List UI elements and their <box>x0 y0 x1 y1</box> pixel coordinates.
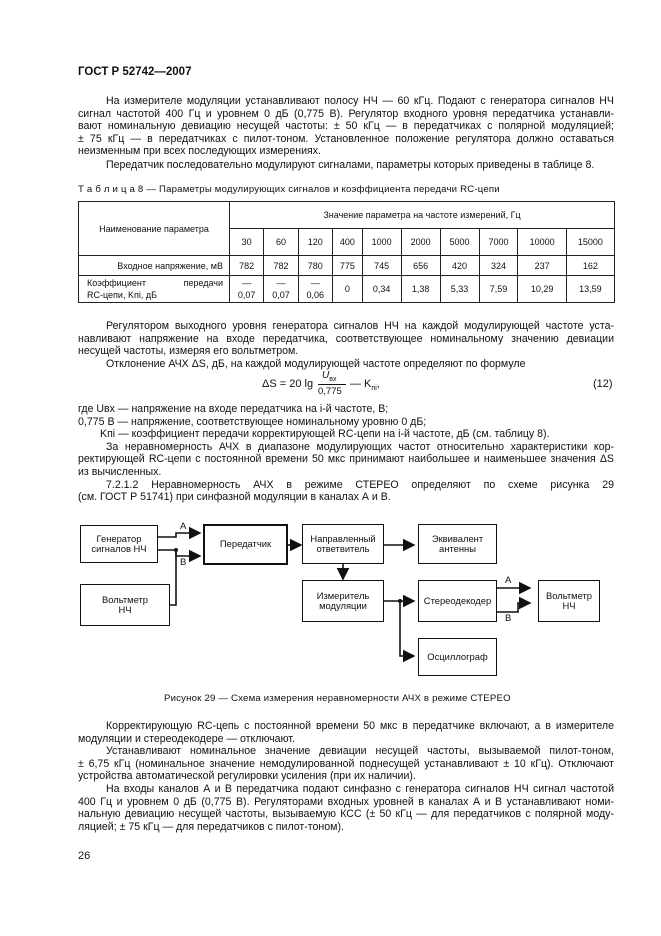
tail-paragraphs <box>78 720 614 833</box>
voltmeter-right-box: Вольтметр НЧ <box>538 580 600 622</box>
row-label-line: RC-цепи, Kпi, дБ <box>87 290 157 300</box>
text-line: Регулятором выходного уровня генератора сигналов НЧ на каждой модулирующей частоте уста- <box>106 320 614 332</box>
generator-box: Генератор сигналов НЧ <box>80 525 158 563</box>
text-line: Kпi — коэффициент передачи корректирующей RC-цепи на i-й частоте, дБ (см. таблицу 8). <box>100 428 550 441</box>
table-cell: 120 <box>298 229 332 256</box>
table-cell: 782 <box>264 256 298 276</box>
page-number: 26 <box>78 850 91 862</box>
table-cell: 30 <box>230 229 264 256</box>
label-b-right: В <box>505 613 512 624</box>
table-cell: 782 <box>230 256 264 276</box>
coupler-box: Направленный ответвитель <box>302 524 384 564</box>
text-line: ± 75 кГц — в передатчиках с пилот-тоном. Установленное положение регулятора должно оставаться <box>78 132 614 145</box>
text-line: из вычисленных. <box>78 465 162 478</box>
text-line: 400 Гц и уровнем 0 дБ (0,775 В). Регуляторами входных уровней в каналах А и В устанавливают номи- <box>78 795 614 808</box>
table-cell: 400 <box>332 229 362 256</box>
formula-number: (12) <box>593 378 613 390</box>
figure-caption: Рисунок 29 — Схема измерения неравномерности АЧХ в режиме СТЕРЕО <box>164 693 511 704</box>
table-header-param: Наименование параметра <box>79 202 230 256</box>
table-header-value: Значение параметра на частоте измерений, Гц <box>230 202 615 229</box>
text-line: 7.2.1.2 Неравномерность АЧХ в режиме СТЕРЕО определяют по схеме рисунка 29 <box>106 478 614 491</box>
transmitter-box: Передатчик <box>203 524 288 565</box>
text-line: Корректирующую RC-цепь с постоянной времени 50 мкс в передатчике включают, а в измерителе <box>106 720 614 732</box>
text-line: ректирующей RC-цепи с постоянной времени 50 мкс принимают наибольшее и наименьшее значения ΔS <box>78 453 614 466</box>
table-caption: Т а б л и ц а 8 — Параметры модулирующих сигналов и коэффициента передачи RC-цепи <box>78 184 500 195</box>
table-cell: 2000 <box>401 229 440 256</box>
table-cell: 5,33 <box>440 276 479 303</box>
stereo-decoder-box: Стереодекодер <box>418 580 497 622</box>
formula-num-sub: вх <box>329 376 337 383</box>
table-cell: 10,29 <box>518 276 566 303</box>
text-line: модуляции и стереодекодере — отключают. <box>78 732 295 745</box>
table-cell: 7000 <box>479 229 518 256</box>
table-cell: — 0,07 <box>230 276 264 303</box>
antenna-box: Эквивалент антенны <box>418 524 497 564</box>
text-line: вают номинальную девиацию несущей частоты: ± 50 кГц — в передатчиках с полярной модуляцией; <box>78 120 614 133</box>
text-line: где Uвх — напряжение на входе передатчика на i-й частоте, В; <box>78 403 389 415</box>
text-line: Отклонение АЧХ ΔS, дБ, на каждой модулирующей частоте определяют по формуле <box>106 357 526 370</box>
document-header: ГОСТ Р 52742—2007 <box>78 66 192 78</box>
table-cell: 60 <box>264 229 298 256</box>
table-cell: 7,59 <box>479 276 518 303</box>
line-gen-transmitter-b <box>158 550 200 556</box>
text-line: За неравномерность АЧХ в диапазоне модулирующих частот относительно характеристики кор- <box>106 440 614 453</box>
table-cell: 775 <box>332 256 362 276</box>
text-line: навливают напряжение на входе передатчика, соответствующее номинальному значению девиации <box>78 332 614 345</box>
voltmeter-left-box: Вольтметр НЧ <box>80 584 170 626</box>
table-row-label: Входное напряжение, мВ <box>79 256 230 276</box>
line-to-oscilloscope <box>400 601 414 656</box>
text-line: На входы каналов А и В передатчика подают синфазно с генератора сигналов НЧ сигнал частотой <box>106 782 614 795</box>
line-voltmeter-left <box>170 550 176 605</box>
modulation-meter-box: Измеритель модуляции <box>302 580 384 622</box>
table-cell: 324 <box>479 256 518 276</box>
formula-rest-text: — K <box>350 378 372 390</box>
formula-lhs: ΔS = 20 lg <box>262 378 314 390</box>
text-line: Передатчик последовательно модулируют сигналами, параметры которых приведены в таблице 8. <box>106 159 595 171</box>
formula-comma: , <box>376 378 380 390</box>
formula-denominator: 0,775 <box>318 386 342 397</box>
junction-dot <box>398 599 402 603</box>
text-line: На измерителе модуляции устанавливают полосу НЧ — 60 кГц. Подают с генератора сигналов НЧ <box>106 95 614 107</box>
table-cell: 1,38 <box>401 276 440 303</box>
text-line: 0,775 В — напряжение, соответствующее номинальному уровню 0 дБ; <box>78 415 427 428</box>
text-line: неизменным при всех последующих измерениях. <box>78 145 321 158</box>
text-line: устройства автоматической регулировки усиления (при их наличии). <box>78 770 416 783</box>
table-cell: 15000 <box>566 229 614 256</box>
table-cell: 13,59 <box>566 276 614 303</box>
line-gen-transmitter-a <box>158 533 200 537</box>
label-a-left: А <box>180 521 187 532</box>
table-cell: 1000 <box>362 229 401 256</box>
table-cell: 0 <box>332 276 362 303</box>
text-line: сигнал частотой 400 Гц и уровнем 0 дБ (0,775 В). Регулятор входного уровня передатчика устанавли- <box>78 107 614 120</box>
label-b-left: В <box>180 557 187 568</box>
table-cell: — 0,06 <box>298 276 332 303</box>
formula-rest-sub: пi <box>371 385 377 393</box>
table-cell: 162 <box>566 256 614 276</box>
junction-dot <box>174 548 178 552</box>
text-line: Устанавливают номинальное значение девиации несущей частоты, вызываемой пилот-тоном, <box>106 745 614 758</box>
text-line: ляцией; ± 75 кГц — для передатчиков с пилот-тоном). <box>78 820 344 833</box>
table-cell: 656 <box>401 256 440 276</box>
line-decoder-voltmeter-b <box>497 603 530 612</box>
text-line: несущей частоты, измеряя его вольтметром. <box>78 345 299 358</box>
oscilloscope-box: Осциллограф <box>418 638 497 676</box>
table-cell: 5000 <box>440 229 479 256</box>
text-line: ± 6,75 кГц (номинальное значение немодулированной поднесущей устанавливают ± 10 кГц). Отключают <box>78 757 614 770</box>
row-label-line: Коэффициент передачи <box>87 278 223 288</box>
table-cell: 420 <box>440 256 479 276</box>
formula-num-text: U <box>322 370 330 381</box>
table-cell: 745 <box>362 256 401 276</box>
table-cell: 237 <box>518 256 566 276</box>
label-a-right: А <box>505 575 512 586</box>
text-line: нальную девиацию несущей частоты, вызываемую КСС (± 50 кГц — для передатчиков с полярной моду- <box>78 808 614 821</box>
table-cell: 10000 <box>518 229 566 256</box>
table-cell: 780 <box>298 256 332 276</box>
text-line: (см. ГОСТ Р 51741) при синфазной модуляции в каналах А и В. <box>78 491 391 504</box>
table-cell: 0,34 <box>362 276 401 303</box>
table-cell: — 0,07 <box>264 276 298 303</box>
